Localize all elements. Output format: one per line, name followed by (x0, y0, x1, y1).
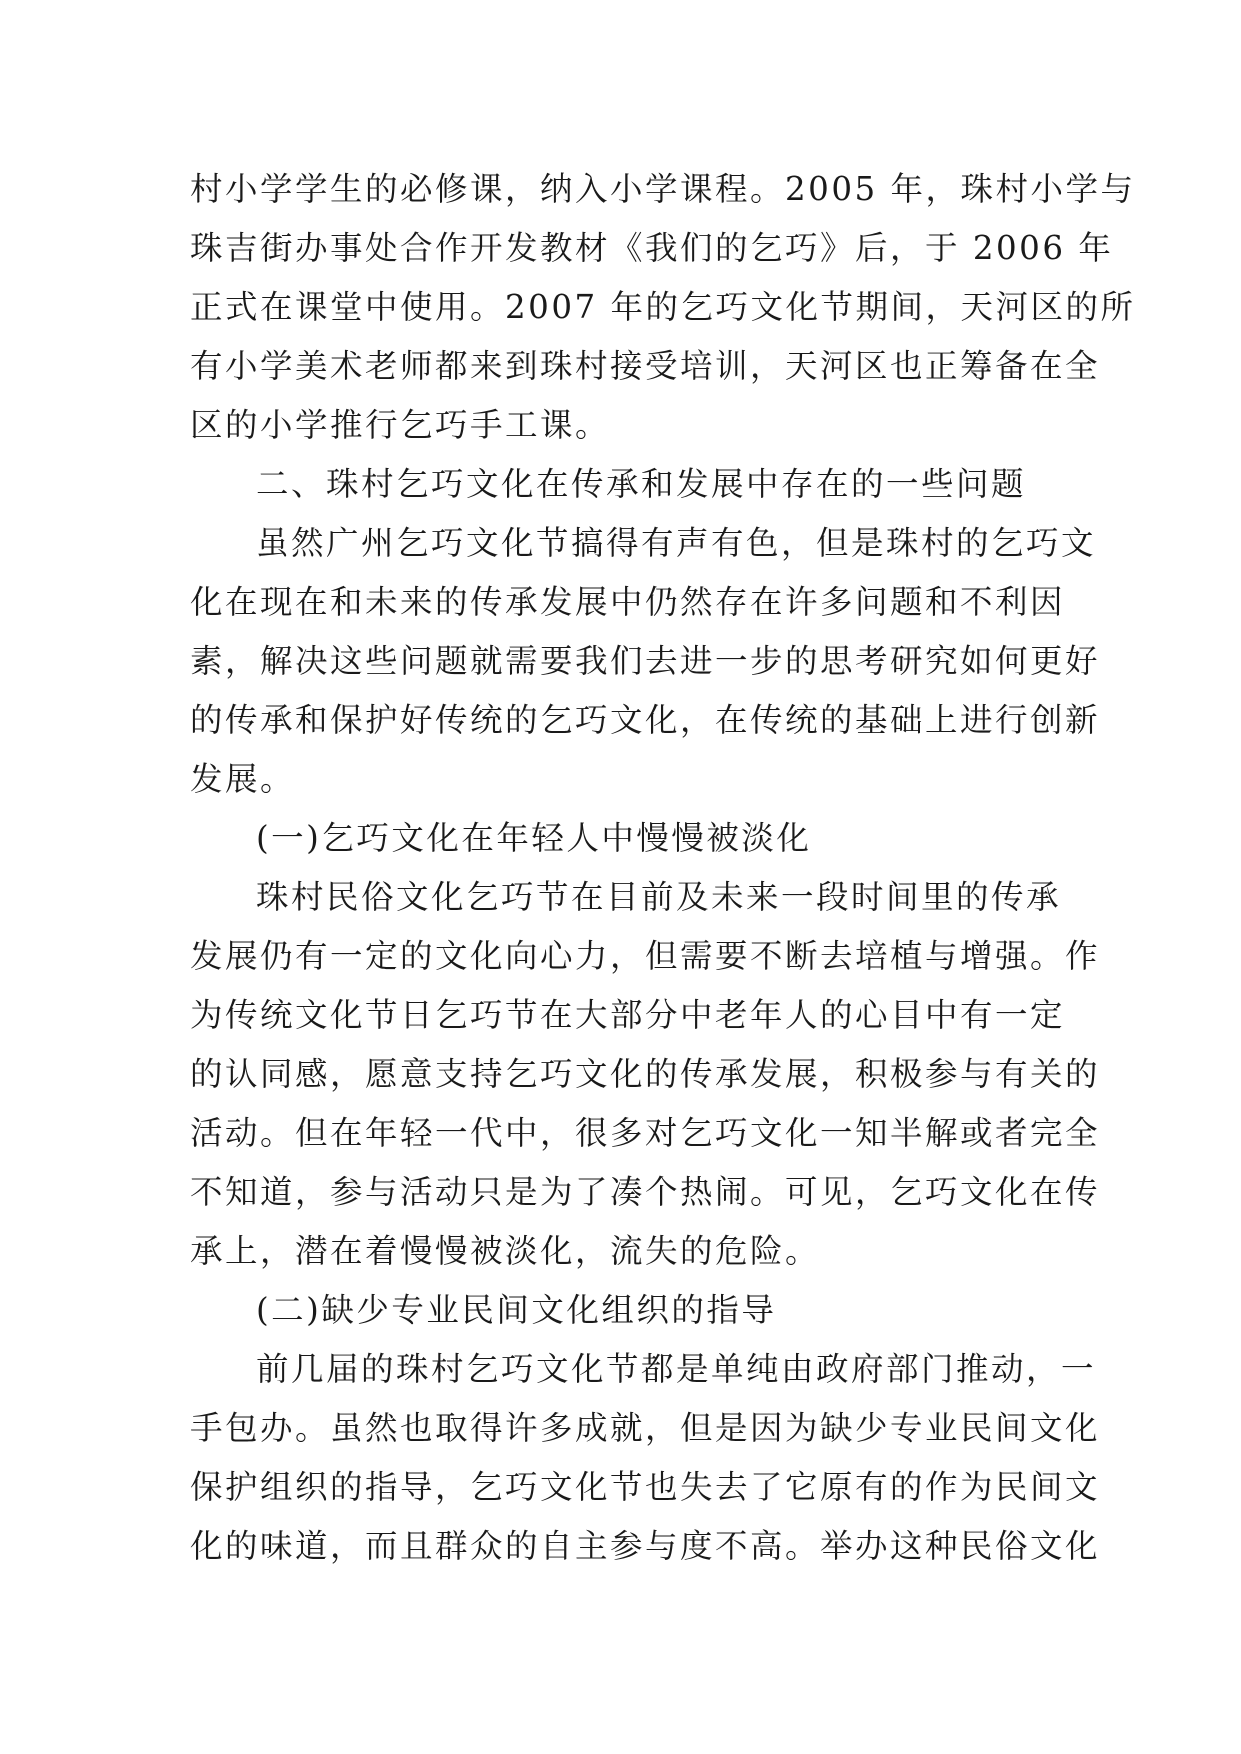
body-text-line: 为传统文化节日乞巧节在大部分中老年人的心目中有一定 (190, 996, 1066, 1034)
document-body (190, 160, 1136, 1576)
body-text-line: 保护组织的指导，乞巧文化节也失去了它原有的作为民间文 (190, 1468, 1101, 1506)
body-text-line: 不知道，参与活动只是为了凑个热闹。可见，乞巧文化在传 (190, 1173, 1101, 1211)
body-text-line: 活动。但在年轻一代中，很多对乞巧文化一知半解或者完全 (190, 1114, 1101, 1152)
body-text-line: 正式在课堂中使用。2007 年的乞巧文化节期间，天河区的所 (190, 288, 1136, 326)
paragraph-first-line: 前几届的珠村乞巧文化节都是单纯由政府部门推动，一 (256, 1350, 1097, 1388)
body-text-line: 承上，潜在着慢慢被淡化，流失的危险。 (190, 1232, 821, 1270)
section-heading: (二)缺少专业民间文化组织的指导 (256, 1291, 777, 1329)
body-text-line: 珠吉街办事处合作开发教材《我们的乞巧》后，于 2006 年 (190, 229, 1114, 267)
body-text-line: 手包办。虽然也取得许多成就，但是因为缺少专业民间文化 (190, 1409, 1101, 1447)
body-text-line: 的认同感，愿意支持乞巧文化的传承发展，积极参与有关的 (190, 1055, 1101, 1093)
body-text-line: 化的味道，而且群众的自主参与度不高。举办这种民俗文化 (190, 1527, 1101, 1565)
body-text-line: 有小学美术老师都来到珠村接受培训，天河区也正筹备在全 (190, 347, 1101, 385)
paragraph-first-line: 虽然广州乞巧文化节搞得有声有色，但是珠村的乞巧文 (256, 524, 1097, 562)
body-text-line: 发展。 (190, 760, 296, 798)
paragraph-first-line: 珠村民俗文化乞巧节在目前及未来一段时间里的传承 (256, 878, 1062, 916)
section-heading: 二、珠村乞巧文化在传承和发展中存在的一些问题 (256, 465, 1027, 503)
body-text-line: 化在现在和未来的传承发展中仍然存在许多问题和不利因 (190, 583, 1066, 621)
body-text-line: 素，解决这些问题就需要我们去进一步的思考研究如何更好 (190, 642, 1101, 680)
body-text-line: 区的小学推行乞巧手工课。 (190, 406, 611, 444)
body-text-line: 发展仍有一定的文化向心力，但需要不断去培植与增强。作 (190, 937, 1101, 975)
body-text-line: 的传承和保护好传统的乞巧文化，在传统的基础上进行创新 (190, 701, 1101, 739)
section-heading: (一)乞巧文化在年轻人中慢慢被淡化 (256, 819, 812, 857)
body-text-line: 村小学学生的必修课，纳入小学课程。2005 年，珠村小学与 (190, 170, 1136, 208)
